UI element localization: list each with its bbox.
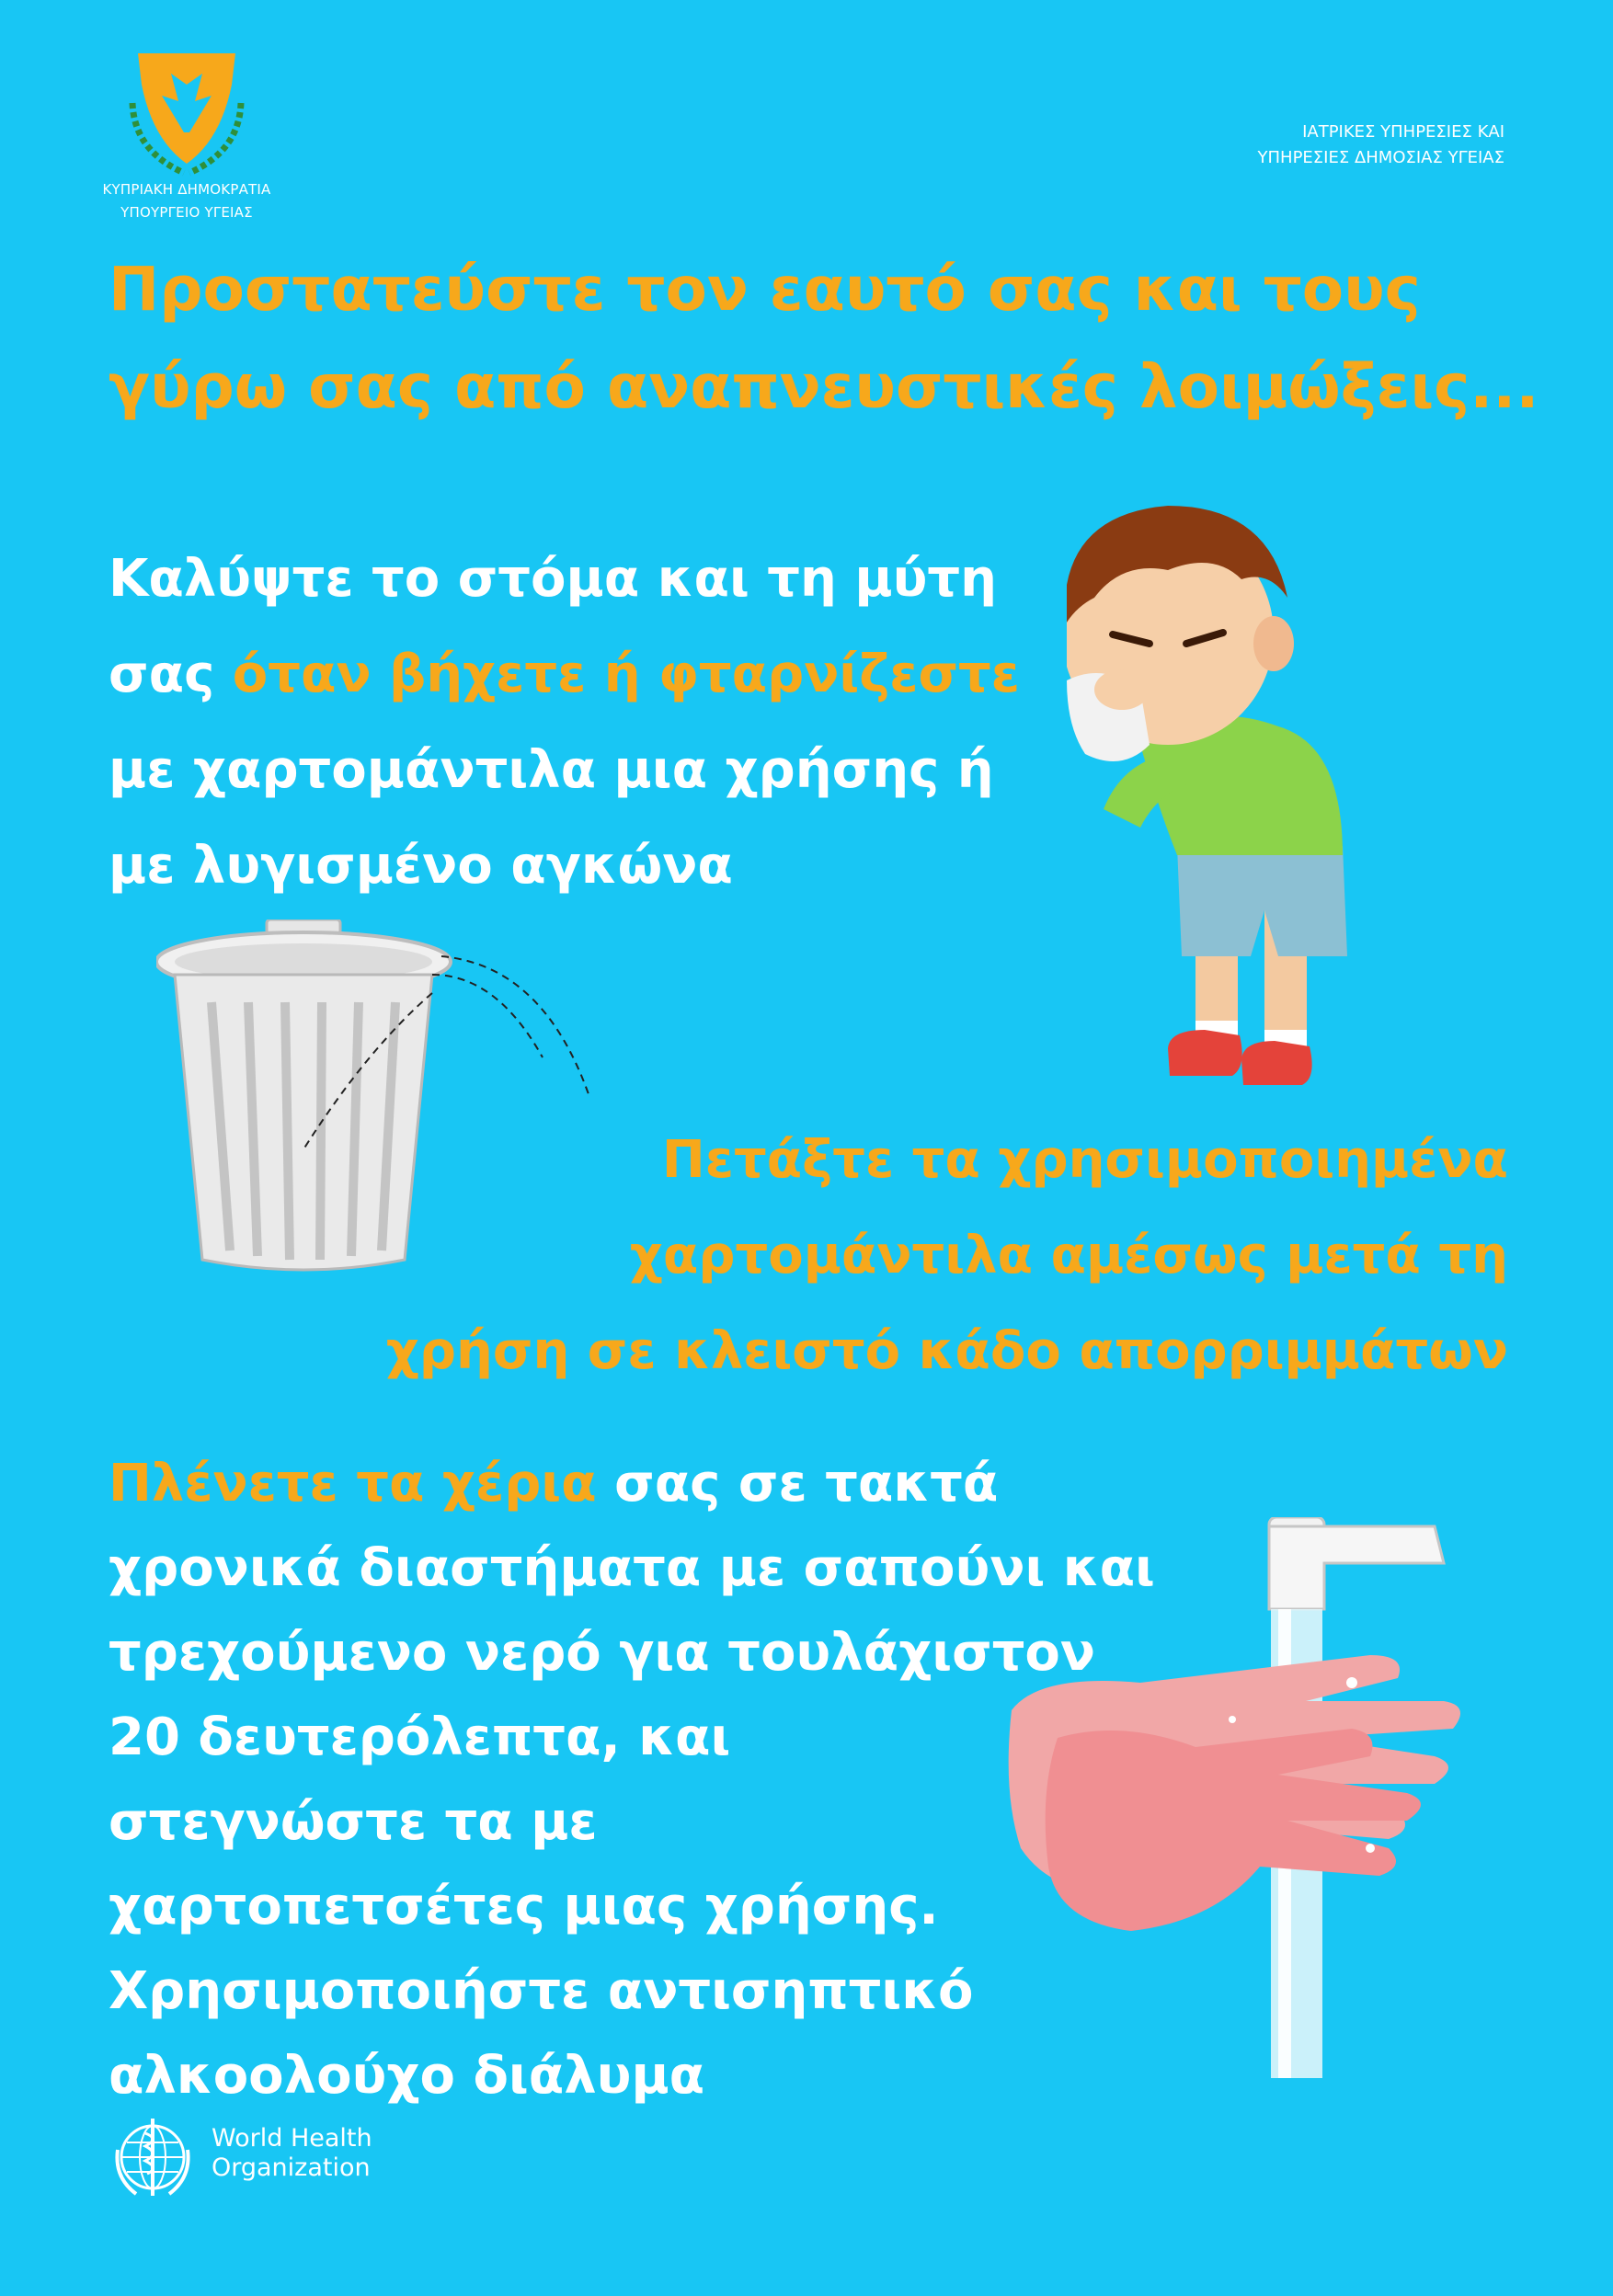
services-line-2: ΥΠΗΡΕΣΙΕΣ ΔΗΜΟΣΙΑΣ ΥΓΕΙΑΣ xyxy=(1257,148,1504,167)
wash-line-1-rest: σας σε τακτά xyxy=(596,1454,999,1514)
wash-line-5: στεγνώστε τα με xyxy=(109,1792,598,1852)
services-line-1: ΙΑΤΡΙΚΕΣ ΥΠΗΡΕΣΙΕΣ ΚΑΙ xyxy=(1302,122,1504,142)
hand-washing-illustration xyxy=(1002,1517,1517,2091)
wash-line-2: χρονικά διαστήματα με σαπούνι και xyxy=(109,1538,1155,1598)
wash-line-8: αλκοολούχο διάλυμα xyxy=(109,2046,705,2106)
cover-line-3: με χαρτομάντιλα μια χρήσης ή xyxy=(109,740,994,800)
cover-line-2-highlight: όταν βήχετε ή φταρνίζεστε xyxy=(232,645,1020,704)
ministry-name: ΥΠΟΥΡΓΕΙΟ ΥΓΕΙΑΣ xyxy=(120,204,253,221)
wash-line-1-highlight: Πλένετε τα χέρια xyxy=(109,1454,597,1514)
cover-line-2 xyxy=(109,627,1102,723)
wash-line-6: χαρτοπετσέτες μιας χρήσης. xyxy=(109,1877,939,1936)
page-headline xyxy=(109,241,1543,436)
who-logo xyxy=(109,2113,421,2196)
wash-line-3: τρεχούμενο νερό για τουλάχιστον xyxy=(109,1623,1096,1683)
wash-line-4: 20 δευτερόλεπτα, και xyxy=(109,1708,731,1767)
dispose-line-2: χαρτομάντιλα αμέσως μετά τη xyxy=(629,1226,1508,1285)
who-emblem-icon xyxy=(109,2113,197,2201)
dispose-line-3: χρήση σε κλειστό κάδο απορριμμάτων xyxy=(385,1321,1508,1381)
cyprus-coat-of-arms-logo xyxy=(90,48,283,223)
dove-shield-icon xyxy=(129,48,245,177)
sneezing-boy-icon xyxy=(1067,478,1435,1122)
headline-line-2: γύρω σας από αναπνευστικές λοιμώξεις... xyxy=(109,351,1539,422)
hand-washing-icon xyxy=(1002,1517,1517,2087)
sneezing-boy-illustration xyxy=(1067,478,1435,1125)
wash-line-1 xyxy=(109,1442,1212,1526)
wash-line-7: Χρησιμοποιήστε αντισηπτικό xyxy=(109,1961,974,2021)
cover-line-2-prefix: σας xyxy=(109,645,233,704)
headline-line-1: Προστατεύστε τον εαυτό σας και τους xyxy=(109,254,1421,325)
who-line-1: World Health xyxy=(212,2124,372,2153)
dispose-line-1: Πετάξτε τα χρησιμοποιημένα xyxy=(661,1130,1508,1190)
cover-line-1: Καλύψτε το στόμα και τη μύτη xyxy=(109,549,997,609)
who-name xyxy=(212,2124,372,2183)
cover-cough-instruction xyxy=(109,531,1102,914)
who-line-2: Organization xyxy=(212,2153,371,2182)
country-name: ΚΥΠΡΙΑΚΗ ΔΗΜΟΚΡΑΤΙΑ xyxy=(102,181,271,198)
dispose-tissues-instruction xyxy=(313,1113,1508,1399)
services-label xyxy=(1258,120,1504,171)
cover-line-4: με λυγισμένο αγκώνα xyxy=(109,836,733,896)
